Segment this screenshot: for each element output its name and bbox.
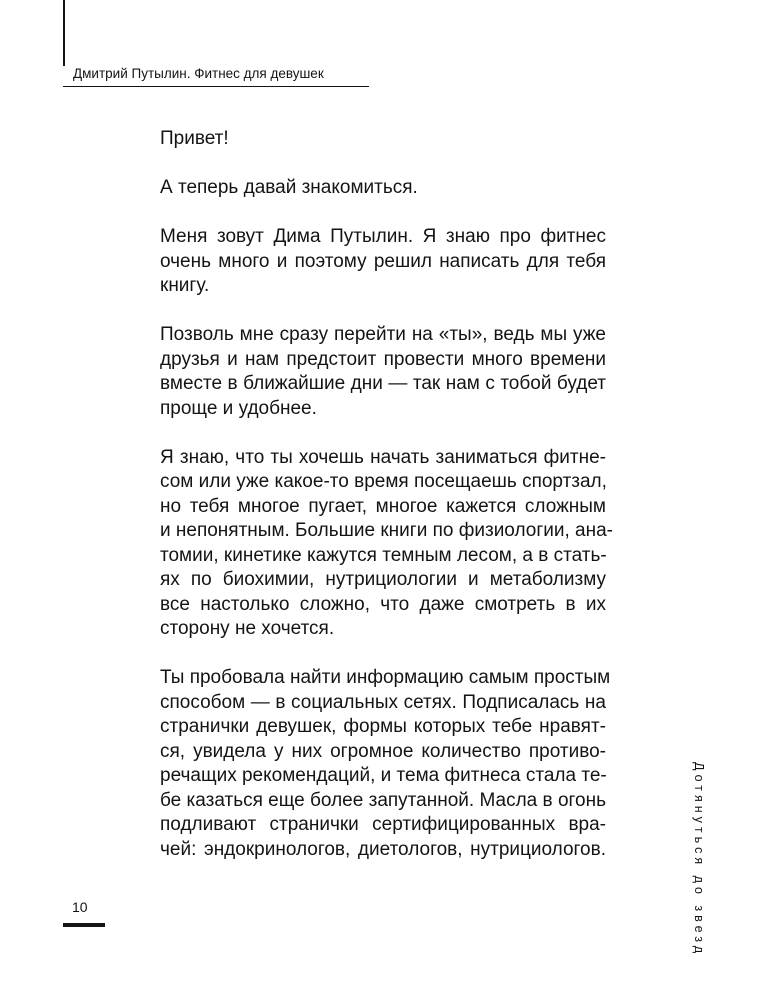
paragraph-informal xyxy=(160,323,606,421)
text-line: сторону не хочется. xyxy=(160,618,335,639)
text-line: Я знаю, что ты хочешь начать заниматься фитне- xyxy=(160,446,606,468)
text-line: Позволь мне сразу перейти на «ты», ведь мы уже xyxy=(160,324,606,345)
text-line: проще и удобнее. xyxy=(160,397,317,419)
text-line: книгу. xyxy=(160,275,210,296)
text-line: чей: эндокринологов, диетологов, нутрициологов. xyxy=(160,838,606,860)
paragraph-intro xyxy=(160,176,606,201)
text-line: А теперь давай знакомиться. xyxy=(160,177,418,198)
footer-rule xyxy=(63,923,105,927)
text-line: ся, увидела у них огромное количество противо- xyxy=(160,740,606,762)
header-underline xyxy=(63,86,369,87)
header-vertical-rule xyxy=(63,0,65,66)
side-chapter-title: Дотянуться до звезд xyxy=(692,762,706,958)
running-header: Дмитрий Путылин. Фитнес для девушек xyxy=(73,66,324,81)
body-text xyxy=(160,127,613,862)
text-line: вместе в ближайшие дни — так нам с тобой будет xyxy=(160,373,606,394)
text-line: способом — в социальных сетях. Подписалась на xyxy=(160,691,606,713)
text-line: и непонятным. Большие книги по физиологии, ана- xyxy=(160,520,613,541)
text-line: очень много и поэтому решил написать для тебя xyxy=(160,250,606,272)
text-line: сом или уже какое-то время посещаешь спортзал, xyxy=(160,471,607,492)
text-line: странички девушек, формы которых тебе нравят- xyxy=(160,716,606,737)
page-number: 10 xyxy=(72,899,88,915)
paragraph-fears xyxy=(160,446,613,642)
text-line: ях по биохимии, нутрициологии и метаболизму xyxy=(160,569,606,590)
text-line: друзья и нам предстоит провести много времени xyxy=(160,348,606,370)
paragraph-greeting xyxy=(160,127,606,152)
text-line: речащих рекомендаций, и тема фитнеса стала те- xyxy=(160,765,607,786)
text-line: Привет! xyxy=(160,128,229,149)
paragraph-author xyxy=(160,225,606,299)
paragraph-social-networks xyxy=(160,666,611,862)
text-line: подливают странички сертифицированных вра- xyxy=(160,814,606,835)
text-line: Меня зовут Дима Путылин. Я знаю про фитнес xyxy=(160,226,606,247)
text-line: томии, кинетике кажутся темным лесом, а в стать- xyxy=(160,544,607,566)
text-line: все настолько сложно, что даже смотреть в их xyxy=(160,593,606,615)
text-line: Ты пробовала найти информацию самым простым xyxy=(160,667,611,688)
text-line: бе казаться еще более запутанной. Масла в огонь xyxy=(160,789,606,811)
text-line: но тебя многое пугает, многое кажется сложным xyxy=(160,495,606,517)
